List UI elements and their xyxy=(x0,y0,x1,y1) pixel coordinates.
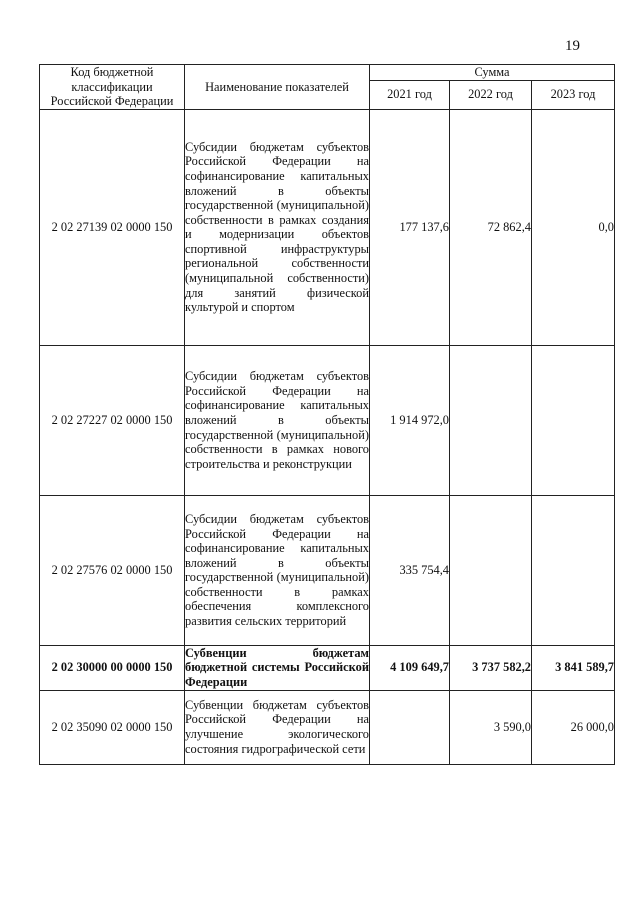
row-value-2021: 335 754,4 xyxy=(370,495,450,645)
header-name: Наименование показателей xyxy=(185,65,370,110)
row-value-2023: 0,0 xyxy=(532,109,615,345)
header-year-2022: 2022 год xyxy=(450,80,532,109)
row-value-2021 xyxy=(370,690,450,764)
budget-table xyxy=(39,64,615,765)
row-value-2022 xyxy=(450,345,532,495)
table-row xyxy=(40,645,615,690)
row-value-2022: 72 862,4 xyxy=(450,109,532,345)
row-name: Субсидии бюджетам субъектов Российской Федерации на софинансирование капитальных вложений в объекты государственной (муниципальной) собственности в рамках нового строительства и реконструкции xyxy=(185,345,370,495)
row-value-2022: 3 590,0 xyxy=(450,690,532,764)
header-year-2021: 2021 год xyxy=(370,80,450,109)
header-year-2023: 2023 год xyxy=(532,80,615,109)
row-code: 2 02 27227 02 0000 150 xyxy=(40,345,185,495)
table-row xyxy=(40,345,615,495)
row-code: 2 02 27576 02 0000 150 xyxy=(40,495,185,645)
row-value-2021: 177 137,6 xyxy=(370,109,450,345)
row-code: 2 02 30000 00 0000 150 xyxy=(40,645,185,690)
row-value-2021: 4 109 649,7 xyxy=(370,645,450,690)
row-value-2023 xyxy=(532,345,615,495)
row-value-2021: 1 914 972,0 xyxy=(370,345,450,495)
row-code: 2 02 35090 02 0000 150 xyxy=(40,690,185,764)
row-value-2023 xyxy=(532,495,615,645)
row-name: Субвенции бюджетам субъектов Российской Федерации на улучшение экологического состояния гидрографической сети xyxy=(185,690,370,764)
row-name: Субсидии бюджетам субъектов Российской Федерации на софинансирование капитальных вложений в объекты государственной (муниципальной) собственности в рамках создания и модернизации объектов спортивной инфраструктуры региональной собственности (муниципальной собственности) для занятий физической культурой и спортом xyxy=(185,109,370,345)
row-name: Субвенции бюджетам бюджетной системы Российской Федерации xyxy=(185,645,369,689)
row-value-2022 xyxy=(450,495,532,645)
page-number: 19 xyxy=(565,38,580,54)
row-code: 2 02 27139 02 0000 150 xyxy=(40,109,185,345)
table-row xyxy=(40,109,615,345)
table-row xyxy=(40,495,615,645)
row-value-2023: 3 841 589,7 xyxy=(532,645,615,690)
row-name: Субсидии бюджетам субъектов Российской Федерации на софинансирование капитальных вложений в объекты государственной (муниципальной) собственности в рамках обеспечения комплексного развития сельских территорий xyxy=(185,495,370,645)
row-value-2022: 3 737 582,2 xyxy=(450,645,532,690)
row-value-2023: 26 000,0 xyxy=(532,690,615,764)
table-row xyxy=(40,690,615,764)
header-sum: Сумма xyxy=(370,65,615,81)
header-code: Код бюджетной классификации Российской Федерации xyxy=(40,65,185,110)
